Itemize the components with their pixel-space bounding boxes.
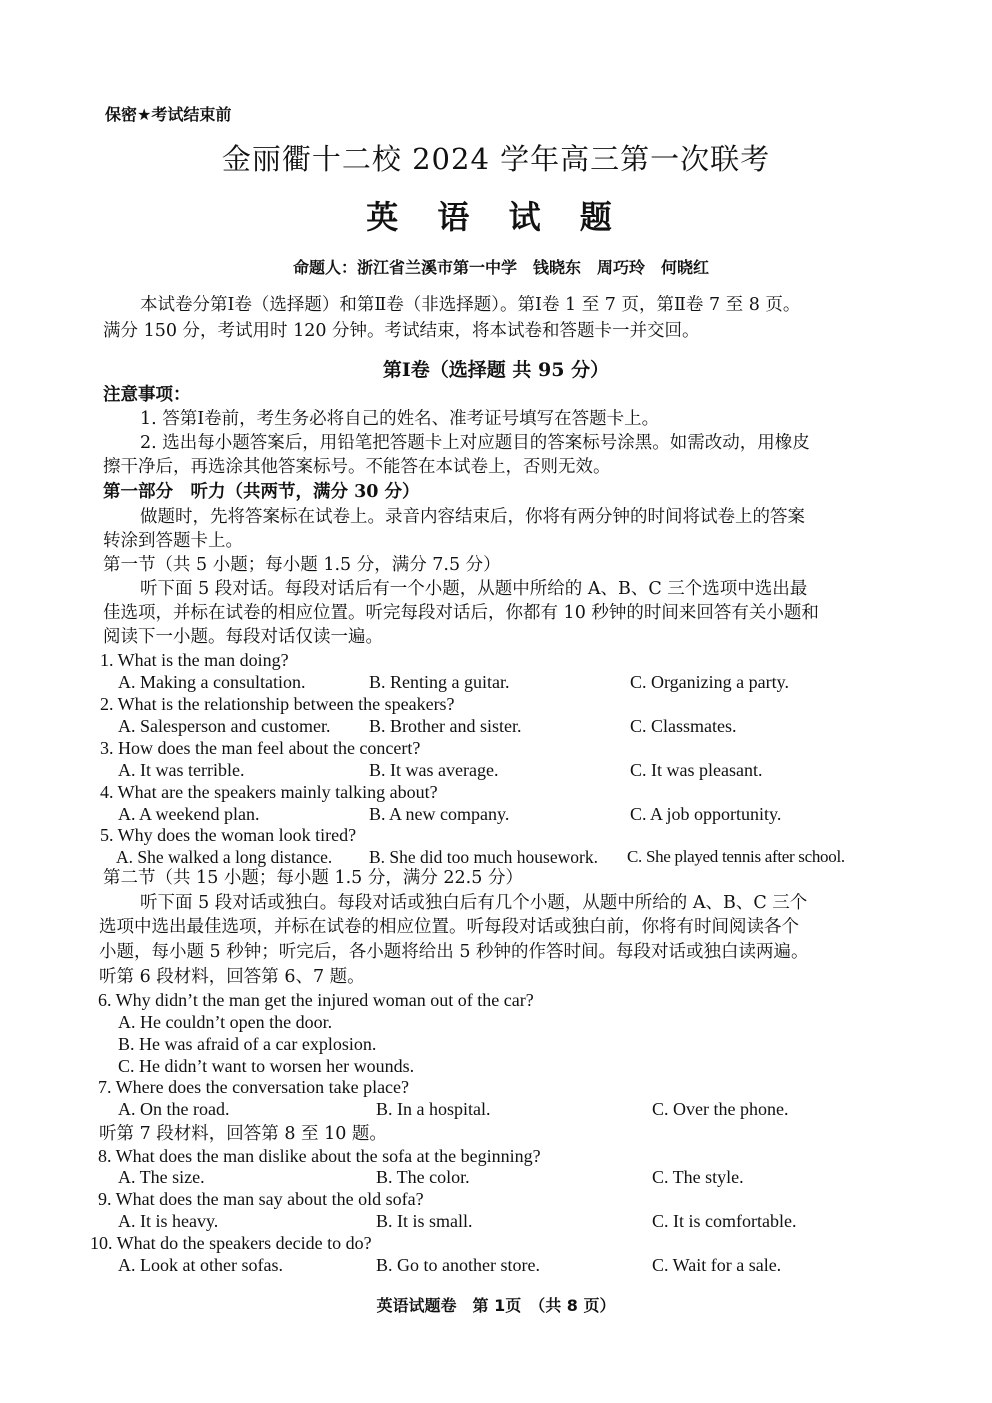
question-10: 10. What do the speakers decide to do? [90, 1233, 372, 1253]
material-6-note: 听第 6 段材料，回答第 6、7 题。 [99, 967, 365, 987]
q4-option-c: C. A job opportunity. [630, 804, 782, 824]
q6-option-c: C. He didn’t want to worsen her wounds. [118, 1056, 415, 1076]
section2-heading: 第二节（共 15 小题；每小题 1.5 分，满分 22.5 分） [103, 868, 523, 888]
exam-subtitle: 英 语 试 题 [366, 198, 626, 236]
notes-item-2-line-2: 擦干净后，再选涂其他答案标号。不能答在本试卷上，否则无效。 [103, 457, 611, 477]
section1-instr-line-3: 阅读下一小题。每段对话仅读一遍。 [103, 627, 383, 647]
q1-option-a: A. Making a consultation. [118, 672, 306, 692]
q2-option-a: A. Salesperson and customer. [118, 716, 331, 736]
q8-option-b: B. The color. [376, 1167, 470, 1187]
q6-option-a: A. He couldn’t open the door. [118, 1012, 333, 1032]
q2-option-b: B. Brother and sister. [369, 716, 522, 736]
question-7: 7. Where does the conversation take place? [98, 1077, 410, 1097]
page-footer: 英语试题卷 第 1页 （共 8 页） [376, 1296, 616, 1315]
q10-option-c: C. Wait for a sale. [652, 1255, 782, 1275]
q10-option-a: A. Look at other sofas. [118, 1255, 283, 1275]
question-5: 5. Why does the woman look tired? [100, 825, 357, 845]
listening-heading: 第一部分 听力（共两节，满分 30 分） [103, 482, 420, 502]
q5-option-b: B. She did too much housework. [369, 847, 598, 867]
intro-line-1: 本试卷分第Ⅰ卷（选择题）和第Ⅱ卷（非选择题）。第Ⅰ卷 1 至 7 页，第Ⅱ卷 7 至 8 页。 [140, 295, 801, 315]
q5-option-c: C. She played tennis after school. [627, 847, 845, 866]
exam-title: 金丽衢十二校 2024 学年高三第一次联考 [221, 142, 771, 176]
question-6: 6. Why didn’t the man get the injured woman out of the car? [98, 990, 534, 1010]
section1-heading: 第一节（共 5 小题；每小题 1.5 分，满分 7.5 分） [103, 555, 501, 575]
material-7-note: 听第 7 段材料，回答第 8 至 10 题。 [99, 1124, 387, 1144]
confidential-label: 保密★考试结束前 [105, 105, 232, 124]
section1-instr-line-2: 佳选项，并标在试卷的相应位置。听完每段对话后，你都有 10 秒钟的时间来回答有关小题和 [103, 603, 819, 623]
q5-option-a: A. She walked a long distance. [116, 847, 333, 867]
notes-item-1: 1. 答第Ⅰ卷前，考生务必将自己的姓名、准考证号填写在答题卡上。 [140, 409, 660, 429]
q7-option-a: A. On the road. [118, 1099, 230, 1119]
listening-instr-line-1: 做题时，先将答案标在试卷上。录音内容结束后，你将有两分钟的时间将试卷上的答案 [140, 507, 805, 527]
intro-line-2: 满分 150 分，考试用时 120 分钟。考试结束，将本试卷和答题卡一并交回。 [103, 321, 700, 341]
section1-instr-line-1: 听下面 5 段对话。每段对话后有一个小题，从题中所给的 A、B、C 三个选项中选出最 [140, 579, 808, 599]
q2-option-c: C. Classmates. [630, 716, 737, 736]
section2-instr-line-3: 小题，每小题 5 秒钟；听完后，各小题将给出 5 秒钟的作答时间。每段对话或独白读两遍。 [99, 942, 809, 962]
q9-option-a: A. It is heavy. [118, 1211, 219, 1231]
q6-option-b: B. He was afraid of a car explosion. [118, 1034, 377, 1054]
question-1: 1. What is the man doing? [100, 650, 289, 670]
part1-heading: 第Ⅰ卷（选择题 共 95 分） [382, 359, 610, 381]
question-4: 4. What are the speakers mainly talking about? [100, 782, 438, 802]
notes-label: 注意事项： [103, 385, 191, 405]
question-2: 2. What is the relationship between the speakers? [100, 694, 455, 714]
q3-option-c: C. It was pleasant. [630, 760, 763, 780]
q10-option-b: B. Go to another store. [376, 1255, 540, 1275]
section2-instr-line-2: 选项中选出最佳选项，并标在试卷的相应位置。听每段对话或独白前，你将有时间阅读各个 [99, 917, 799, 937]
notes-item-2-line-1: 2. 选出每小题答案后，用铅笔把答题卡上对应题目的答案标号涂黑。如需改动，用橡皮 [140, 433, 810, 453]
listening-instr-line-2: 转涂到答题卡上。 [103, 531, 243, 551]
q3-option-b: B. It was average. [369, 760, 499, 780]
q3-option-a: A. It was terrible. [118, 760, 245, 780]
q9-option-c: C. It is comfortable. [652, 1211, 797, 1231]
q7-option-c: C. Over the phone. [652, 1099, 789, 1119]
q1-option-b: B. Renting a guitar. [369, 672, 510, 692]
q7-option-b: B. In a hospital. [376, 1099, 491, 1119]
q9-option-b: B. It is small. [376, 1211, 473, 1231]
question-9: 9. What does the man say about the old sofa? [98, 1189, 424, 1209]
section2-instr-line-1: 听下面 5 段对话或独白。每段对话或独白后有几个小题，从题中所给的 A、B、C 三个 [140, 893, 808, 913]
q8-option-a: A. The size. [118, 1167, 205, 1187]
q8-option-c: C. The style. [652, 1167, 744, 1187]
q4-option-b: B. A new company. [369, 804, 510, 824]
q1-option-c: C. Organizing a party. [630, 672, 789, 692]
question-3: 3. How does the man feel about the concert? [100, 738, 421, 758]
q4-option-a: A. A weekend plan. [118, 804, 260, 824]
question-8: 8. What does the man dislike about the sofa at the beginning? [98, 1146, 541, 1166]
authors-line: 命题人：浙江省兰溪市第一中学 钱晓东 周巧玲 何晓红 [292, 258, 709, 277]
